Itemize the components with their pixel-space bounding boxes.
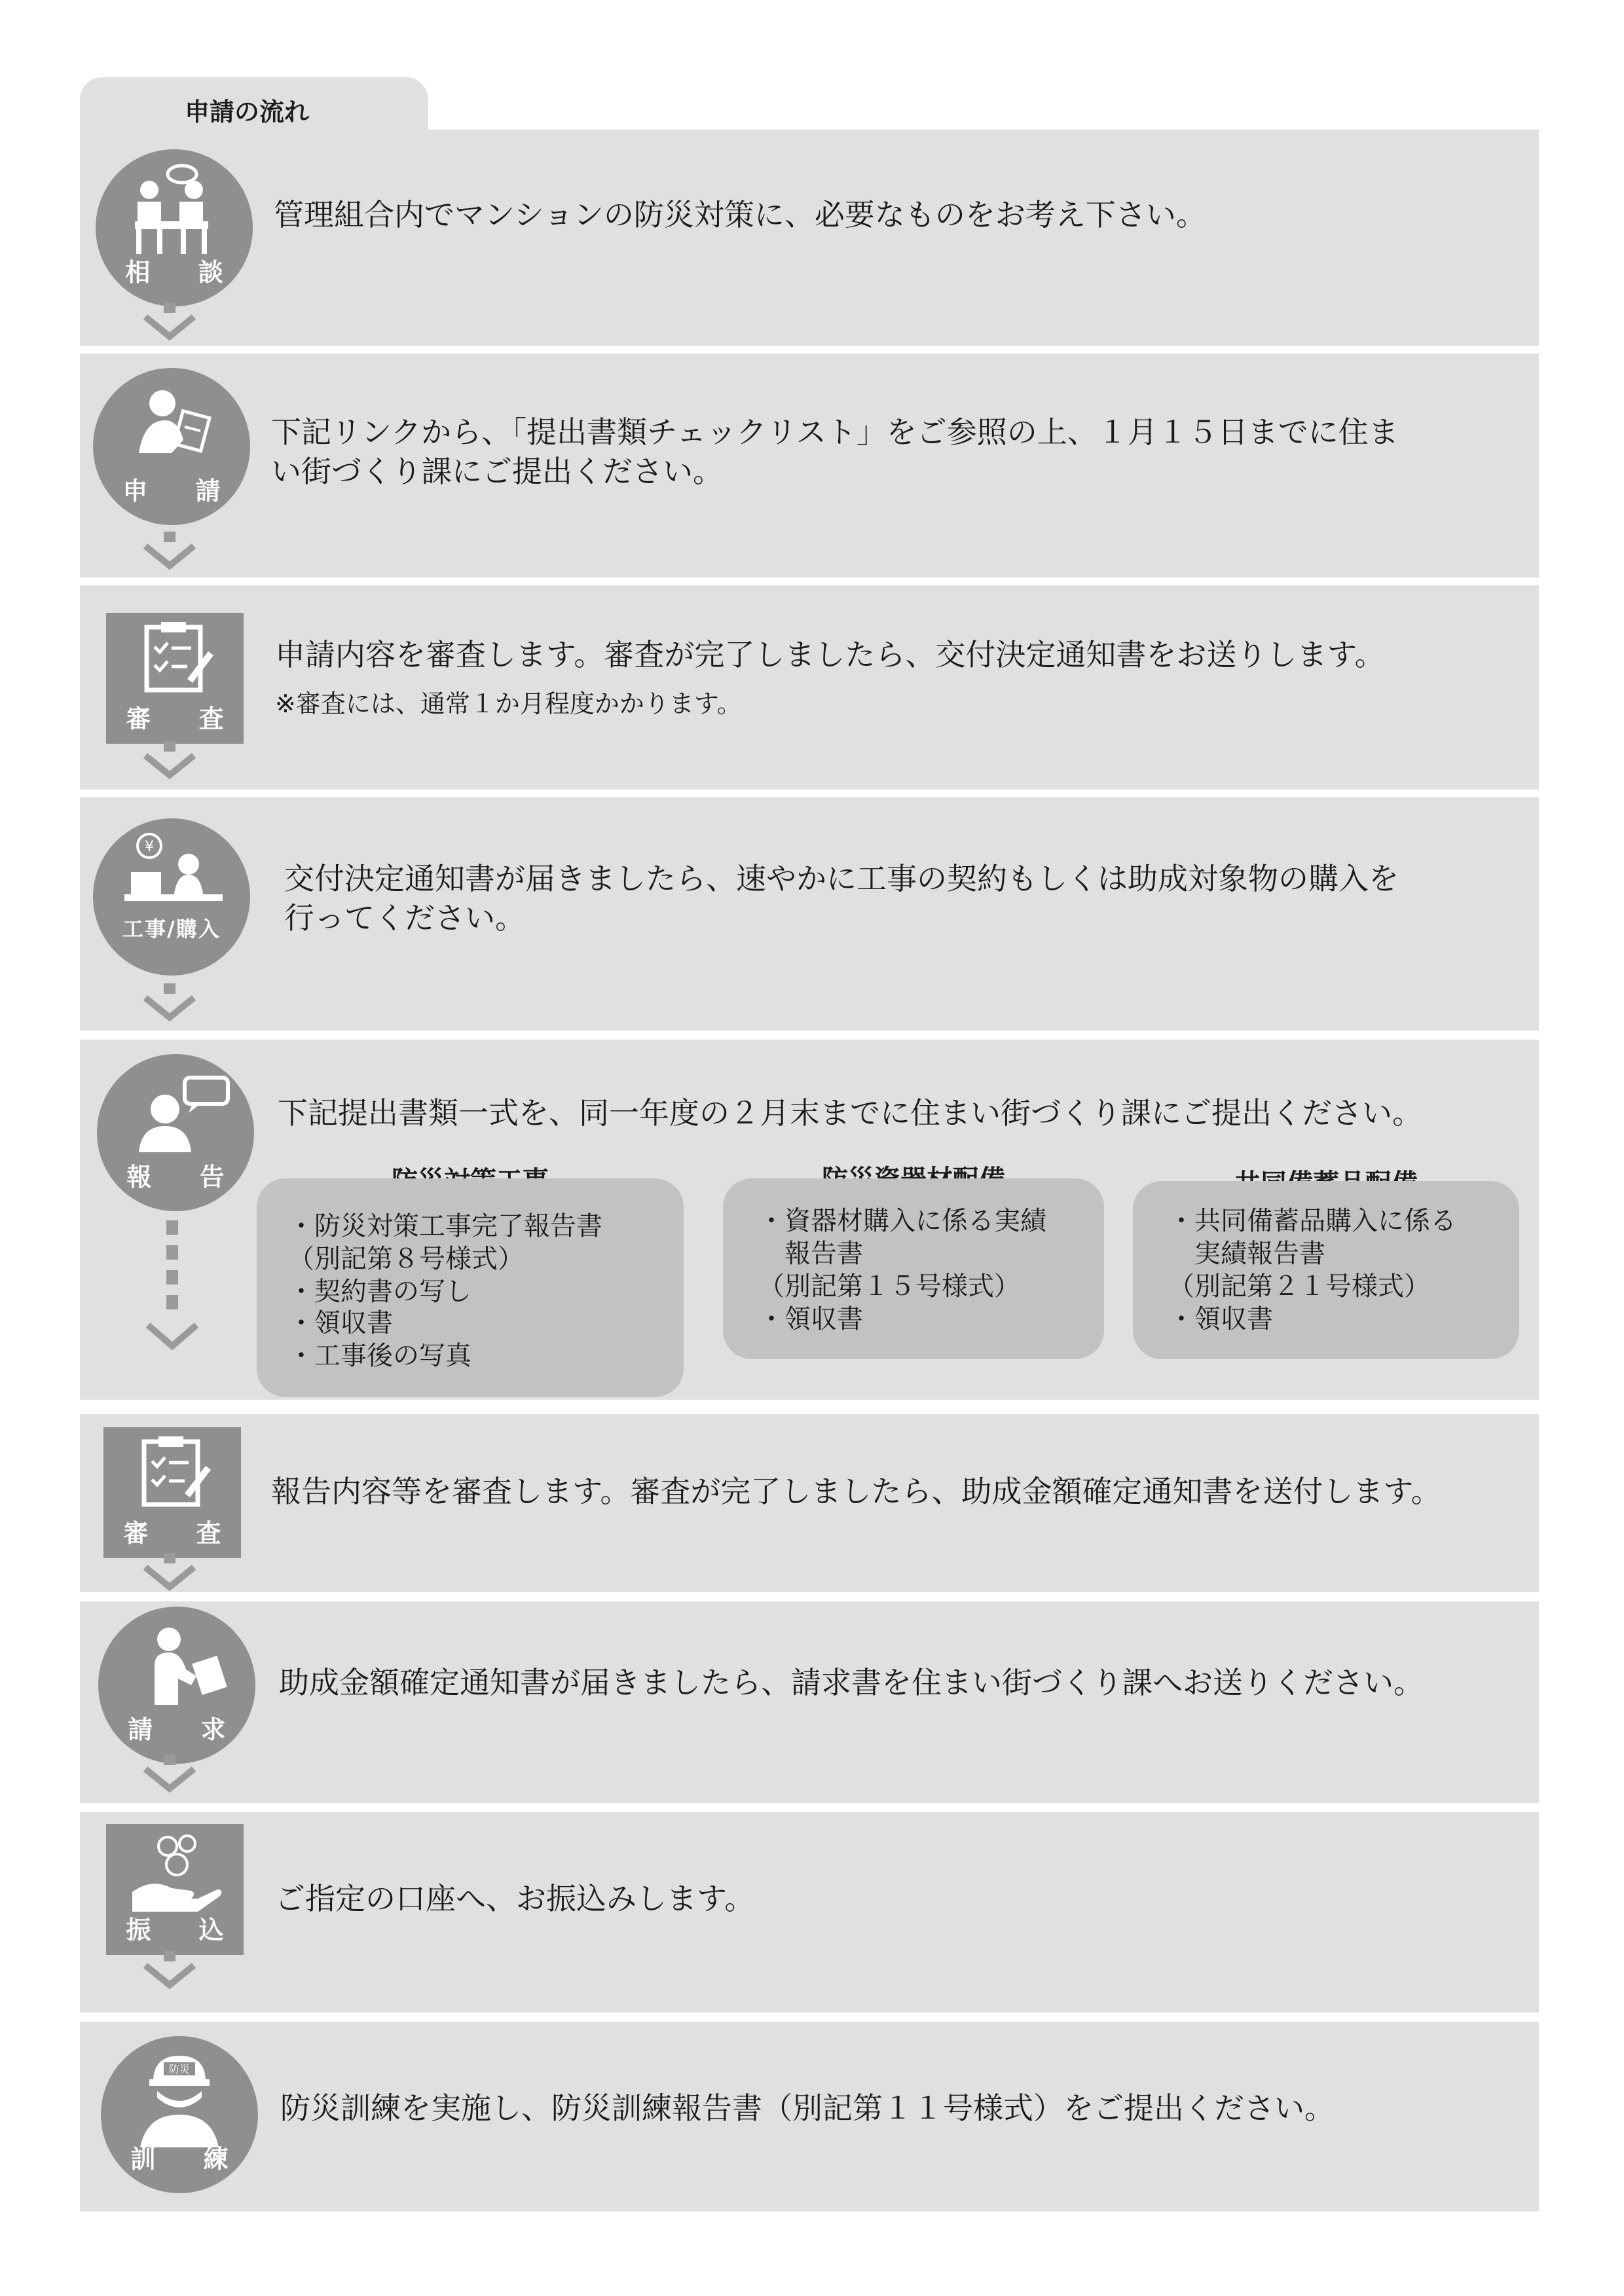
step-label: 報 告	[126, 1163, 244, 1192]
step-label: 振 込	[126, 1916, 244, 1944]
box-line: ・領収書	[758, 1304, 863, 1334]
chevron-down-icon	[140, 1553, 199, 1592]
report-icon	[97, 1054, 254, 1211]
box-line: ・共同備蓄品購入に係る	[1168, 1206, 1456, 1236]
report-box-construction	[257, 1178, 684, 1397]
step-label: 申 請	[122, 477, 240, 505]
box-line: （別記第１５号様式）	[758, 1271, 1020, 1302]
step-text: 交付決定通知書が届きましたら、速やかに工事の契約もしくは助成対象物の購入を	[284, 861, 1399, 896]
step-label: 請 求	[128, 1715, 246, 1744]
report-box-stockpile	[1133, 1181, 1519, 1359]
step-text: 管理組合内でマンションの防災対策に、必要なものをお考え下さい。	[274, 197, 1206, 232]
dotted-connector	[166, 1220, 178, 1320]
box-line: ・契約書の写し	[288, 1277, 471, 1307]
construction-icon	[93, 818, 250, 975]
step-text: 報告内容等を審査します。審査が完了しましたら、助成金額確定通知書を送付します。	[271, 1474, 1441, 1509]
billing-icon	[98, 1607, 255, 1764]
box-line: ・領収書	[1168, 1304, 1273, 1334]
box-line: （別記第８号様式）	[288, 1244, 524, 1274]
step-text: 助成金額確定通知書が届きましたら、請求書を住まい街づくり課へお送りください。	[279, 1665, 1424, 1700]
step-label: 審 査	[126, 704, 244, 733]
step-text: 下記リンクから、「提出書類チェックリスト」をご参照の上、１月１５日までに住ま	[271, 414, 1399, 450]
step-text: 申請内容を審査します。審査が完了しましたら、交付決定通知書をお送りします。	[275, 637, 1385, 672]
report-box-equipment	[723, 1178, 1104, 1359]
chevron-down-icon	[140, 532, 199, 571]
chevron-down-icon	[140, 741, 199, 780]
step-text: い街づくり課にご提出ください。	[271, 454, 723, 489]
box-line: 実績報告書	[1168, 1239, 1325, 1269]
step-consult	[80, 130, 1539, 346]
box-line: ・領収書	[288, 1308, 393, 1338]
review-icon	[106, 613, 244, 744]
box-line: ・工事後の写真	[288, 1341, 471, 1371]
box-line: ・資器材購入に係る実績	[758, 1206, 1046, 1236]
box-line: （別記第２１号様式）	[1168, 1271, 1430, 1302]
step-note: ※審査には、通常１か月程度かかります。	[275, 689, 742, 718]
review-icon	[103, 1427, 241, 1558]
step-text: 下記提出書類一式を、同一年度の２月末までに住まい街づくり課にご提出ください。	[278, 1095, 1422, 1131]
drill-icon	[101, 2036, 258, 2193]
step-label: 審 査	[123, 1519, 241, 1548]
flow-tab	[80, 77, 428, 130]
box-line: ・防災対策工事完了報告書	[288, 1211, 602, 1241]
chevron-down-icon	[140, 302, 199, 342]
step-label: 訓 練	[130, 2145, 248, 2174]
chevron-down-icon	[140, 1951, 199, 1990]
box-line: 報告書	[758, 1239, 863, 1269]
helmet-text: 防災	[168, 2063, 191, 2075]
step-billing	[80, 1601, 1539, 1803]
chevron-down-icon	[140, 983, 199, 1023]
step-text: 防災訓練を実施し、防災訓練報告書（別記第１１号様式）をご提出ください。	[280, 2090, 1335, 2126]
step-label: 相 談	[125, 258, 243, 287]
step-label: 工事/購入	[122, 917, 221, 941]
svg-text:¥: ¥	[145, 839, 154, 855]
consult-icon	[96, 149, 253, 306]
chevron-down-icon	[143, 1316, 202, 1355]
step-text: 行ってください。	[284, 900, 525, 936]
step-text: ご指定の口座へ、お振込みします。	[275, 1881, 755, 1916]
apply-icon	[93, 368, 250, 525]
transfer-icon	[106, 1824, 244, 1955]
chevron-down-icon	[140, 1755, 199, 1794]
flow-tab-label: 申請の流れ	[185, 98, 310, 126]
